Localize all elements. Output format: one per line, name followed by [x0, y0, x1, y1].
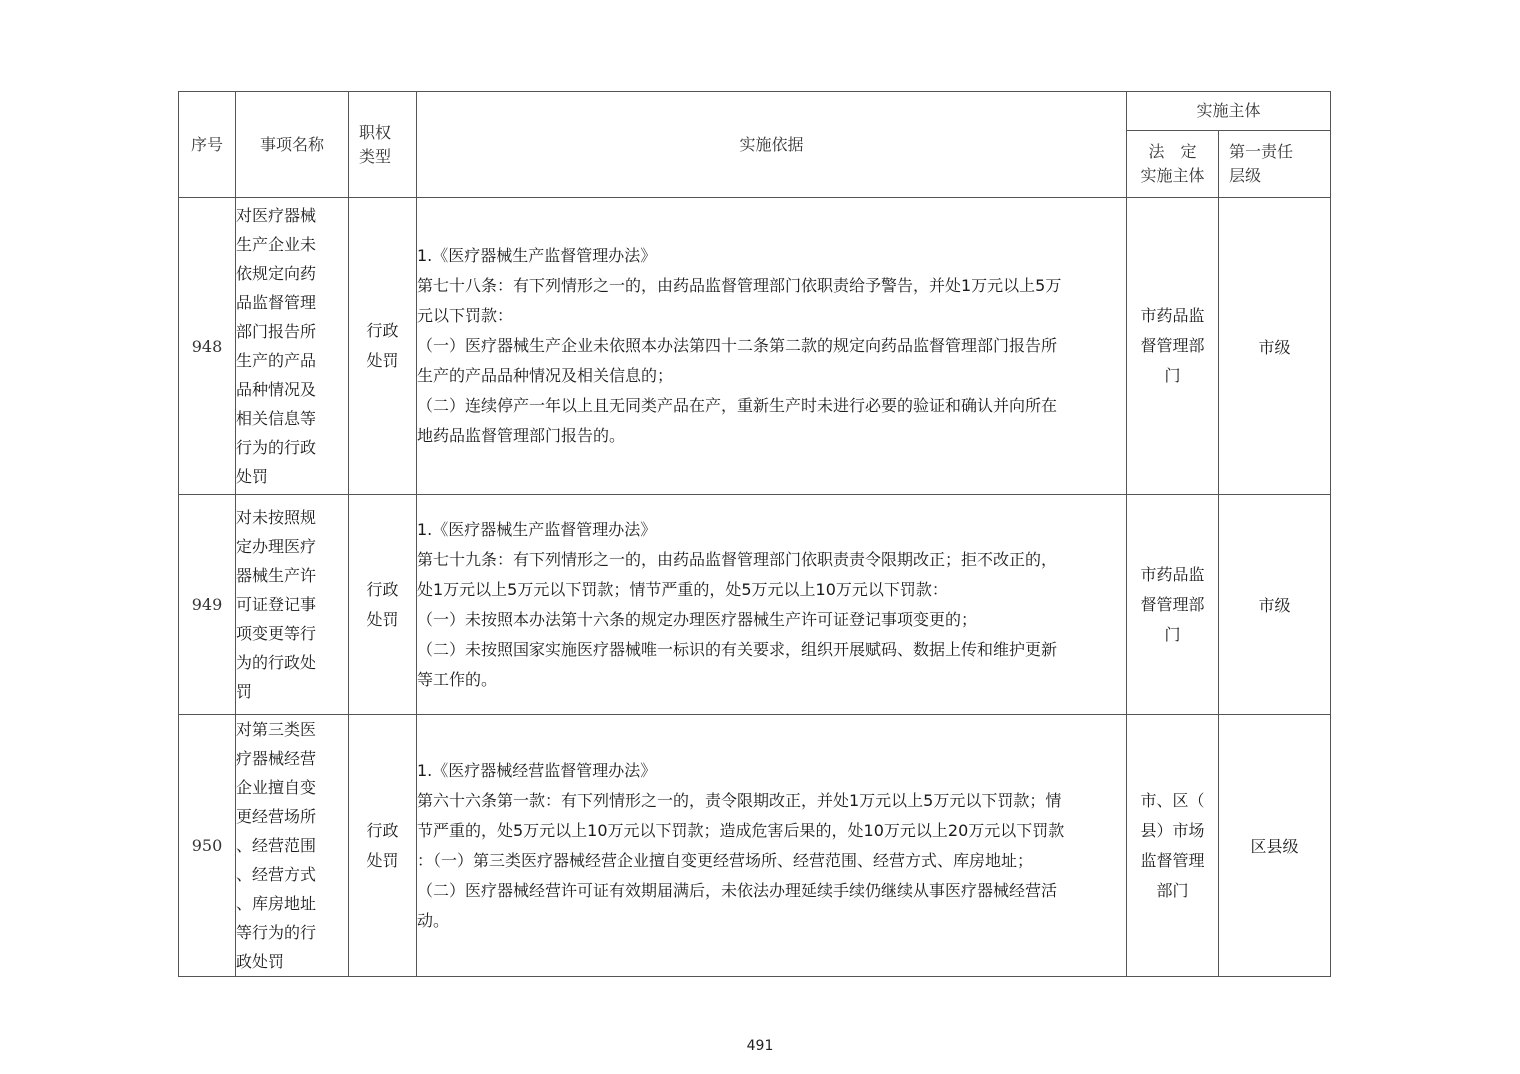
header-first-level-line-1: 第一责任 [1229, 142, 1294, 161]
header-first-level-line-2: 层级 [1229, 166, 1262, 185]
basis-line: 处1万元以上5万元以下罚款；情节严重的，处5万元以上10万元以下罚款： [417, 579, 948, 599]
basis-line: （二）医疗器械经营许可证有效期届满后，未依法办理延续手续仍继续从事医疗器械经营活 [417, 880, 1058, 900]
header-legal-subject-line-1: 法 定 [1148, 142, 1197, 161]
row-legal-subject [1127, 495, 1219, 715]
header-legal-subject [1127, 131, 1219, 198]
entity-line: 县）市场 [1140, 820, 1205, 840]
name-line: 生产的产品 [236, 351, 317, 370]
basis-line: （一）医疗器械生产企业未依照本办法第四十二条第二款的规定向药品监督管理部门报告所 [417, 336, 1058, 355]
name-line: 为的行政处 [236, 653, 317, 672]
row-first-level: 市级 [1219, 198, 1331, 495]
basis-line: ：（一）第三类医疗器械经营企业擅自变更经营场所、经营范围、经营方式、库房地址； [417, 850, 1034, 870]
name-line: 可证登记事 [236, 595, 317, 614]
entity-line: 监督管理 [1140, 850, 1205, 870]
header-legal-subject-line-2: 实施主体 [1140, 166, 1205, 185]
table-row [179, 715, 1331, 977]
basis-line: （二）连续停产一年以上且无同类产品在产，重新生产时未进行必要的验证和确认并向所在 [417, 396, 1058, 415]
ptype-line: 处罚 [366, 850, 399, 870]
name-line: 等行为的行 [236, 923, 317, 942]
row-power-type [349, 715, 417, 977]
name-line: 定办理医疗 [236, 537, 317, 556]
basis-line: （一）未按照本办法第十六条的规定办理医疗器械生产许可证登记事项变更的； [417, 609, 978, 629]
header-impl-subject: 实施主体 [1127, 92, 1331, 131]
table-row [179, 495, 1331, 715]
header-row-1 [179, 92, 1331, 131]
basis-line: 第七十八条：有下列情形之一的，由药品监督管理部门依职责给予警告，并处1万元以上5万 [417, 276, 1062, 295]
table-row [179, 198, 1331, 495]
row-seq: 949 [179, 495, 236, 715]
name-line: 依规定向药 [236, 264, 317, 283]
name-line: 罚 [236, 682, 253, 701]
basis-line: 生产的产品品种情况及相关信息的； [417, 366, 674, 385]
ptype-line: 行政 [366, 321, 399, 340]
row-basis [417, 495, 1127, 715]
basis-line: 动。 [417, 910, 450, 930]
basis-line: 1.《医疗器械生产监督管理办法》 [417, 519, 657, 539]
name-line: 对未按照规 [236, 508, 317, 527]
basis-line: （二）未按照国家实施医疗器械唯一标识的有关要求，组织开展赋码、数据上传和维护更新 [417, 639, 1058, 659]
entity-line: 市药品监 [1140, 306, 1205, 325]
basis-line: 第六十六条第一款：有下列情形之一的，责令限期改正，并处1万元以上5万元以下罚款；情 [417, 790, 1062, 810]
entity-line: 市药品监 [1140, 564, 1205, 584]
basis-line: 第七十九条：有下列情形之一的，由药品监督管理部门依职责责令限期改正；拒不改正的， [417, 549, 1058, 569]
row-legal-subject [1127, 198, 1219, 495]
header-power-type-line-2: 类型 [359, 146, 392, 166]
row-item-name [236, 715, 349, 977]
name-line: 更经营场所 [236, 807, 317, 826]
row-legal-subject [1127, 715, 1219, 977]
entity-line: 部门 [1156, 880, 1189, 900]
name-line: 疗器械经营 [236, 749, 317, 768]
header-item-name: 事项名称 [236, 92, 349, 198]
name-line: 、库房地址 [236, 894, 317, 913]
name-line: 处罚 [236, 467, 269, 486]
name-line: 对第三类医 [236, 720, 317, 739]
name-line: 相关信息等 [236, 409, 317, 428]
row-item-name [236, 495, 349, 715]
entity-line: 督管理部 [1140, 594, 1205, 614]
entity-line: 市、区（ [1140, 790, 1205, 810]
row-basis [417, 715, 1127, 977]
row-first-level: 区县级 [1219, 715, 1331, 977]
basis-line: 1.《医疗器械经营监督管理办法》 [417, 760, 657, 780]
enforcement-table [178, 91, 1331, 977]
header-power-type [349, 92, 417, 198]
basis-line: 元以下罚款： [417, 306, 514, 325]
name-line: 企业擅自变 [236, 778, 317, 797]
row-item-name [236, 198, 349, 495]
name-line: 行为的行政 [236, 438, 317, 457]
entity-line: 门 [1164, 366, 1181, 385]
ptype-line: 处罚 [366, 351, 399, 370]
name-line: 器械生产许 [236, 566, 317, 585]
row-power-type [349, 198, 417, 495]
header-first-level [1219, 131, 1331, 198]
row-first-level: 市级 [1219, 495, 1331, 715]
ptype-line: 行政 [366, 579, 399, 599]
basis-line: 1.《医疗器械生产监督管理办法》 [417, 246, 657, 265]
row-seq: 948 [179, 198, 236, 495]
name-line: 项变更等行 [236, 624, 317, 643]
name-line: 部门报告所 [236, 322, 317, 341]
row-power-type [349, 495, 417, 715]
header-seq: 序号 [179, 92, 236, 198]
ptype-line: 行政 [366, 820, 399, 840]
name-line: 政处罚 [236, 952, 285, 971]
header-power-type-line-1: 职权 [359, 122, 392, 142]
basis-line: 地药品监督管理部门报告的。 [417, 426, 626, 445]
row-basis [417, 198, 1127, 495]
basis-line: 等工作的。 [417, 669, 498, 689]
name-line: 生产企业未 [236, 235, 317, 254]
ptype-line: 处罚 [366, 609, 399, 629]
name-line: 、经营范围 [236, 836, 317, 855]
name-line: 对医疗器械 [236, 206, 317, 225]
entity-line: 门 [1164, 624, 1181, 644]
name-line: 品监督管理 [236, 293, 317, 312]
row-seq: 950 [179, 715, 236, 977]
basis-line: 节严重的，处5万元以上10万元以下罚款；造成危害后果的，处10万元以上20万元以下罚款 [417, 820, 1065, 840]
page-number: 491 [746, 1038, 774, 1054]
name-line: 、经营方式 [236, 865, 317, 884]
header-basis: 实施依据 [417, 92, 1127, 198]
entity-line: 督管理部 [1140, 336, 1205, 355]
name-line: 品种情况及 [236, 380, 317, 399]
